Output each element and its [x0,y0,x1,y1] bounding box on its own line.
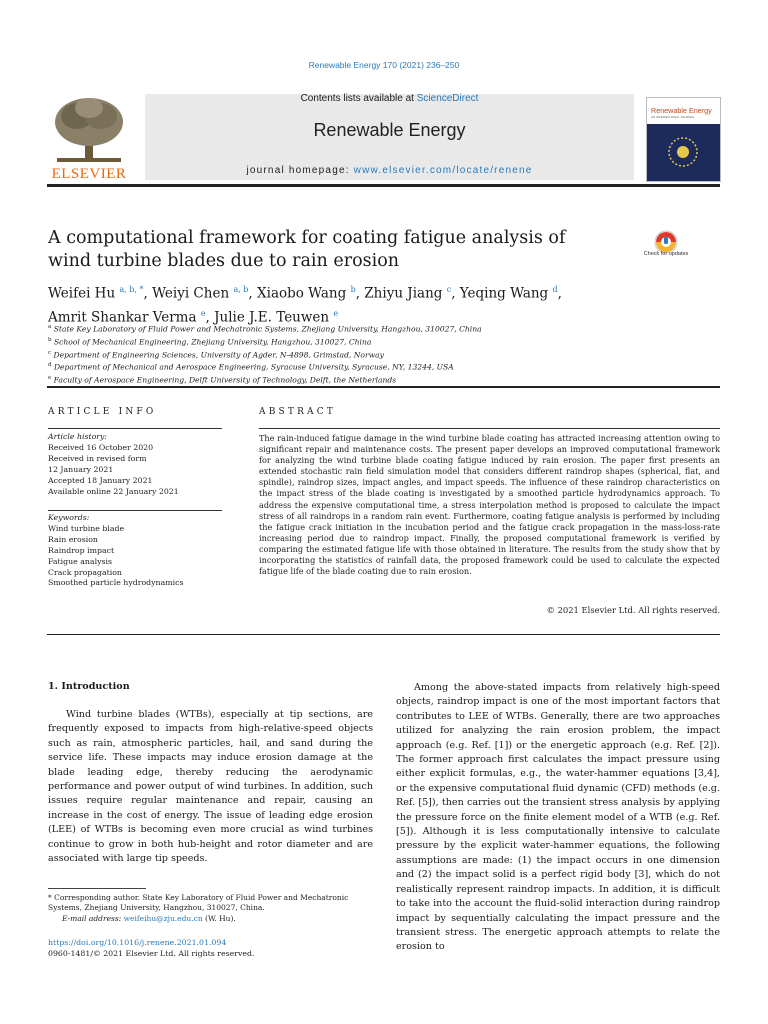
keyword-item: Wind turbine blade [48,523,125,533]
email-link[interactable]: weifeihu@zju.edu.cn [123,913,203,923]
article-history [48,432,223,497]
article-title: A computational framework for coating fatigue analysis of wind turbine blades due to rain erosion [48,228,566,271]
section-rule [47,386,720,388]
affiliation-list [48,322,648,386]
corresponding-author-footnote [48,893,373,924]
cover-title: Renewable Energy [651,106,712,115]
cover-artwork [647,124,720,181]
sciencedirect-link[interactable]: ScienceDirect [416,93,479,104]
email-line [48,914,373,924]
homepage-link[interactable]: www.elsevier.com/locate/renene [353,165,533,176]
affiliation-item [48,373,648,386]
footnote-rule [48,888,146,889]
contents-line [145,93,634,104]
affiliation-text: Faculty of Aerospace Engineering, Delft University of Technology, Delft, the Netherlands [51,375,397,385]
journal-name: Renewable Energy [313,120,466,140]
article-info-rule [48,428,222,429]
cover-subtitle: AN INTERNATIONAL JOURNAL [651,115,695,119]
affiliation-text: School of Mechanical Engineering, Zhejiang University, Hangzhou, 310027, China [51,337,372,347]
body-column-right [396,681,720,955]
author-affiliation-marker[interactable]: b [350,285,356,294]
body-column-left [48,708,373,866]
abstract-heading: ABSTRACT [259,407,337,417]
check-updates-label[interactable]: Check for updates [643,251,689,257]
affiliation-key: c [48,349,52,356]
author-name: Yeqing Wang [459,285,549,302]
abstract-rule [259,428,720,429]
affiliation-item [48,322,648,335]
author-name: Weiyi Chen [152,285,230,302]
abstract-text: The rain-induced fatigue damage in the wind turbine blade coating has attracted increasing attention owing to significant repair and maintenance costs. The present paper develops an improved computational framework for analyzing the wind turbine blade coating fatigue induced by rain erosion. The paper first presents an extended stochastic rain field simulation model that considers different raindrop shapes (spherical, flat, and spindle), raindrop sizes, impact angles, and impact speeds. The influence of these raindrop characteristics on the impact stress of the blade coating is investigated by a smoothed particle hydrodynamics approach. To address the expensive computational time, a stress interpolation method is proposed to calculate the impact stress of all raindrops in a random rain event. Furthermore, coating fatigue analysis is performed by including the fatigue crack initiation in the incubation period and the fatigue crack propagation in the mass-loss-rate increasing period due to raindrop impact. Finally, the proposed computational framework is verified by comparing the estimated fatigue life with those obtained in literature. The results from the study show that by incorporating the statistics of rainfall data, the proposed framework could be used to calculate the expected fatigue life of the blade coating due to rain erosion. [259,433,720,577]
contents-prefix: Contents lists available at [300,93,417,104]
keywords-label: Keywords: [48,513,90,522]
history-item: Received in revised form [48,453,147,463]
abstract-bottom-rule [47,634,720,635]
author-affiliation-marker[interactable]: d [552,285,558,294]
affiliation-text: Department of Mechanical and Aerospace Engineering, Syracuse University, Syracuse, NY, 13244, USA [51,363,454,373]
affiliation-item [48,335,648,348]
doi-link[interactable]: https://doi.org/10.1016/j.renene.2021.01.094 [48,938,227,947]
email-label: E-mail address: [62,913,122,923]
author-name: Amrit Shankar Verma [48,309,197,325]
intro-paragraph-left: Wind turbine blades (WTBs), especially at tip sections, are frequently exposed to impacts from high-relative-speed objects such as rain, atmospheric particles, hail, and sand during the service life. These impacts may induce erosion damage at the blade leading edge, thereby reducing the aerodynamic performance and power output of wind turbines. In addition, such issues require regular maintenance and repair, causing an increase in the cost of energy. The issue of leading edge erosion (LEE) of WTBs is becoming even more crucial as wind turbines continue to grow in both hub-height and rotor diameter and are associated with large tip speeds. [48,709,373,865]
author-affiliation-marker[interactable]: c [446,285,452,294]
author-name: Zhiyu Jiang [364,285,443,302]
author-affiliation-marker[interactable]: e [200,308,206,318]
corresponding-author-text: * Corresponding author. State Key Laboratory of Fluid Power and Mechatronic Systems, Zhejiang University, Hangzhou, 310027, China. [48,893,349,913]
keyword-item: Smoothed particle hydrodynamics [48,578,184,588]
keywords-block [48,513,223,589]
affiliation-key: e [48,375,52,382]
check-updates-icon[interactable] [647,230,685,268]
keyword-item: Rain erosion [48,534,98,544]
history-item: 12 January 2021 [48,464,114,474]
keyword-item: Fatigue analysis [48,556,112,566]
author-separator: , [143,285,153,302]
homepage-line [145,165,634,176]
section-heading-introduction: 1. Introduction [48,681,130,692]
author-name: Xiaobo Wang [257,285,347,302]
author-separator: , [451,285,460,302]
author-affiliation-marker[interactable]: a, b, * [119,285,144,294]
keyword-item: Raindrop impact [48,545,115,555]
email-suffix: (W. Hu). [205,913,236,923]
affiliation-item [48,360,648,373]
history-item: Received 16 October 2020 [48,442,154,452]
author-affiliation-marker[interactable]: a, b [233,285,249,294]
article-info-heading: ARTICLE INFO [48,407,157,417]
keyword-item: Crack propagation [48,567,122,577]
author-list [48,280,628,327]
author-affiliation-marker[interactable]: e [333,308,339,318]
author-name: Julie J.E. Teuwen [214,309,330,325]
intro-paragraph-right: Among the above-stated impacts from relatively high-speed objects, raindrop impact is one of the most important factors that contributes to LEE of WTBs. Generally, there are two approaches utilized for analyzing the rain erosion problem, the impact approach (e.g. Ref. [1]) or the energetic approach (e.g. Ref. [2]). The former approach first calculates the impact pressure using either explicit formulas, e.g., the water-hammer equations [3,4], or the expensive computational fluid dynamic (CFD) methods (e.g. Ref. [5]), then carries out the transient stress analysis by applying the pressure force on the finite element model of a WTB (e.g. Ref. [5]). Although it is less computationally intensive to calculate pressure by the explicit water-hammer equations, the following assumptions are made: (1) the impact occurs in one dimension and (2) the impact solid is a perfect rigid body [3], which do not realistically represent raindrop impacts. In addition, it is difficult to take into the account the fluid-solid interaction during raindrop impact by sequentially calculating the impact pressure and the transient stress. The energetic approach attempts to relate the erosion to [396,682,720,953]
affiliation-text: Department of Engineering Sciences, University of Agder, N-4898, Grimstad, Norway [51,350,384,360]
author-separator: , [355,285,365,302]
author-name: Weifei Hu [48,285,116,302]
author-separator: , [205,309,215,325]
abstract-copyright: © 2021 Elsevier Ltd. All rights reserved. [546,605,720,615]
publisher-wordmark: ELSEVIER [51,166,127,182]
author-separator: , [557,285,562,302]
affiliation-item [48,348,648,361]
affiliation-key: b [48,336,52,343]
history-item: Available online 22 January 2021 [48,486,179,496]
issn-copyright: 0960-1481/© 2021 Elsevier Ltd. All rights reserved. [48,949,255,958]
journal-citation-link[interactable]: Renewable Energy 170 (2021) 236–250 [308,60,460,70]
affiliation-text: State Key Laboratory of Fluid Power and Mechatronic Systems, Zhejiang University, Hangzhou, 310027, China [51,324,482,334]
author-separator: , [248,285,258,302]
homepage-prefix: journal homepage: [246,165,354,176]
article-history-label: Article history: [48,432,108,441]
keywords-rule [48,510,222,511]
journal-cover-thumbnail[interactable] [646,97,721,182]
affiliation-key: a [48,324,52,330]
affiliation-key: d [48,362,52,369]
history-item: Accepted 18 January 2021 [48,475,153,485]
header-rule [47,184,720,187]
